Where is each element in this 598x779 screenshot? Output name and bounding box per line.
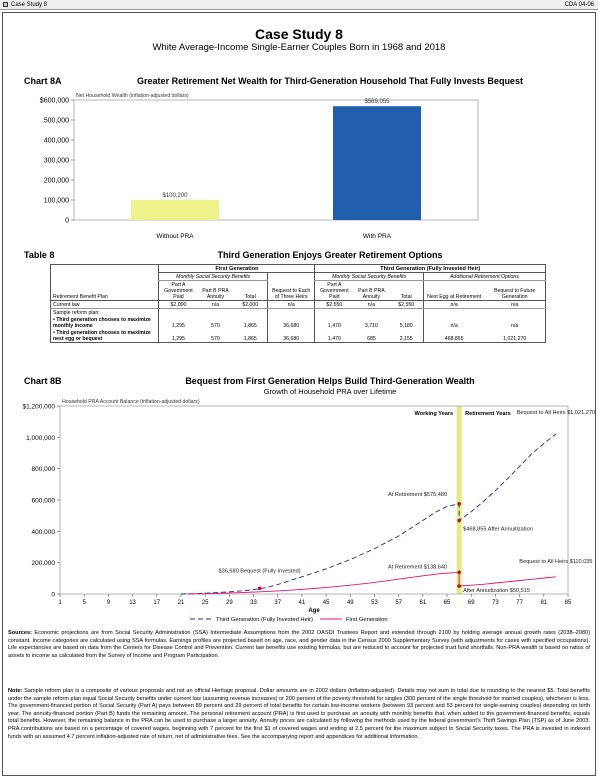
annotation-label: At Retirement $138,640	[388, 564, 448, 571]
plot-area	[60, 406, 568, 594]
table-corner	[51, 265, 159, 273]
x-tick-label: 65	[443, 600, 451, 606]
subgroup-additional: Additional Retirement Options	[423, 273, 545, 281]
column-header-part-b: Part B PRA Annuity	[197, 281, 233, 301]
header-left-label: Case Study 8	[11, 1, 48, 8]
region-label-retirement: Retirement Years	[465, 411, 511, 417]
annotation-label: $36,680 Bequest (Fully Invested)	[218, 568, 301, 575]
document-header-bar	[0, 0, 598, 10]
x-tick-label: 25	[201, 600, 209, 606]
group-third-generation: Third Generation (Fully Invested Heir)	[315, 265, 546, 273]
x-tick-label: 21	[177, 600, 185, 606]
column-header-total-third: Total	[389, 281, 423, 301]
note-text: Sample reform plan is a composite of various proposals and not an official Heritage proposal. Dollar amounts are in 2002 dollars (inflation-adjusted). Details may not sum to total due to rounding to the nearest $5. Total benefits under the sample reform plan equal Social Security benefits under current law (assuming revenue increases) or 200 percent of the poverty threshold for singles (300 percent of the single threshold for married couples), whichever is less. The government-financed portion of Social Security (Part A) pays between 89 percent and 29 percent of total benefits for certain low-income workers (between 93 percent and 53 percent for single-earning couples) depending on birth year. The annuity-financed portion (Part B) funds the remaining amount. The personal retirement account (PRA) is first used to purchase an annuity with monthly benefits that, when added to the government-financed benefits, equals total benefits. However, the remaining balance in the PRA can be used to purchase a larger annuity. Annuity prices are calculated by following the methods used by the federal government's Thrift Savings Plan (TSP) as of June 2003. PRA contributions are based on a percentage of covered wages, beginning with 7 percent for the first $1 of covered wages and ending at 2.5 percent for the maximum subject to Social Security taxes. The PRA is invested in indexed funds with an assumed 4.7 percent inflation-adjusted rate of return, net of administrative fees. See the accompanying report and appendices for additional information.	[8, 688, 590, 740]
column-header-plan: Retirement Benefit Plan	[51, 281, 159, 301]
x-category-label: Without PRA	[156, 233, 194, 240]
y-tick-label: $1,200,000	[22, 403, 55, 411]
chart-8a	[0, 88, 598, 248]
y-tick-label: 200,000	[43, 177, 69, 185]
y-tick-label: 0	[65, 217, 69, 225]
subgroup-monthly-third: Monthly Social Security Benefits	[315, 273, 423, 281]
table-8-heading: Third Generation Enjoys Greater Retirement Options	[217, 250, 443, 260]
y-tick-label: 400,000	[43, 137, 69, 145]
header-right-label: CDA 04-06	[564, 1, 594, 8]
chart-8b-subtitle: Growth of Household PRA over Lifetime	[263, 387, 397, 396]
y-tick-label: 600,000	[31, 497, 55, 505]
table-row: Current law $2,000 n/a $2,000 n/a $2,550 n/a $2,550 n/a n/a	[51, 301, 546, 309]
chart-8b-heading: Bequest from First Generation Helps Build Third-Generation Wealth	[185, 376, 475, 386]
note-label: Note:	[8, 688, 23, 694]
x-tick-label: 57	[395, 600, 403, 606]
y-tick-label: 1,000,000	[26, 434, 55, 442]
x-tick-label: 85	[564, 600, 572, 606]
chart-8b-label: Chart 8B	[24, 376, 62, 386]
column-header-part-a: Part A Government Paid	[159, 281, 197, 301]
sources-label: Sources:	[8, 630, 32, 636]
annotation-label: After Annuitization $50,515	[463, 588, 531, 595]
y-tick-label: 0	[51, 591, 55, 599]
y-axis-label: Net Household Wealth (inflation-adjusted dollars)	[76, 93, 189, 99]
x-category-label: With PRA	[362, 233, 392, 240]
column-header-nest-egg: Next Egg at Retirement	[423, 281, 484, 301]
table-row: • Third generation chooses to maximize monthly income 1,295 570 1,865 36,680 1,470 3,710 5,180 n/a n/a	[53, 316, 519, 329]
bar-value-label: $100,200	[162, 192, 188, 199]
retirement-options-table	[50, 264, 546, 343]
x-axis-label: Age	[308, 608, 320, 614]
y-tick-label: 400,000	[31, 528, 55, 536]
header-left	[3, 2, 47, 8]
x-tick-label: 61	[419, 600, 427, 606]
bar	[131, 200, 219, 220]
table-row: Sample reform plan:	[51, 309, 546, 317]
retirement-band	[457, 406, 462, 594]
column-header-total: Total	[234, 281, 268, 301]
page-subtitle: White Average-Income Single-Earner Couples Born in 1968 and 2018	[152, 42, 446, 53]
x-tick-label: 53	[371, 600, 378, 606]
x-tick-label: 37	[274, 600, 282, 606]
annotation-label: Bequest to All Heirs $1,021,270	[516, 410, 596, 417]
x-tick-label: 29	[225, 600, 233, 606]
region-label-working: Working Years	[414, 411, 454, 417]
annotation-marker	[258, 586, 262, 590]
y-tick-label: 500,000	[43, 117, 69, 125]
x-tick-label: 13	[129, 600, 136, 606]
x-tick-label: 33	[250, 600, 257, 606]
legend-label: Third Generation (Fully Invested Heir)	[216, 617, 313, 623]
table-row: • Third generation chooses to maximize nest egg or bequest 1,295 570 1,865 36,680 1,470 685 2,155 468,855 1,021,270	[53, 329, 527, 342]
x-tick-label: 9	[106, 600, 111, 606]
sources-text: Economic projections are from Social Security Administration (SSA) Intermediate Assumptions from the 2002 OASDI Trustees Report and extended through 2100 by holding average annual growth rates (2038–2080) constant. Income categories are calculated using SSA formulas. Earnings profiles are projected based on age, race, and gender data in the Census 2000 Supplementary Survey (with adjustments for cases with specified occupations). Life expectancies are based on data from the Centers for Disease Control and Prevention. Current law benefits use existing formulas, but are reduced to account for projected trust fund shortfalls. Non-PRA wealth is based on ratios of assets to income as calculated from the Survey of Income and Program Participation.	[8, 630, 590, 659]
annotation-label: $468,855 After Annuitization	[463, 526, 533, 533]
y-tick-label: 300,000	[43, 157, 69, 165]
page-title: Case Study 8	[255, 26, 343, 42]
annotation-label: Bequest to All Heirs $110,035	[519, 558, 593, 565]
x-tick-label: 81	[540, 600, 548, 606]
annotation-label: At Retirement $575,480	[388, 491, 448, 498]
x-tick-label: 73	[492, 600, 499, 606]
table-8-label: Table 8	[24, 250, 55, 260]
legend-label: First Generation	[346, 617, 388, 623]
bar-value-label: $569,055	[364, 99, 390, 106]
x-tick-label: 41	[298, 600, 306, 606]
x-tick-label: 77	[516, 600, 523, 606]
x-tick-label: 17	[153, 600, 161, 606]
chart-8b	[0, 396, 598, 628]
document-icon	[3, 2, 8, 7]
x-tick-label: 45	[322, 600, 330, 606]
annotation-marker	[457, 519, 461, 523]
chart-8a-label: Chart 8A	[24, 76, 62, 86]
subgroup-monthly-first: Monthly Social Security Benefits	[159, 273, 267, 281]
bar	[333, 106, 421, 220]
chart-8a-heading: Greater Retirement Net Wealth for Third-Generation Household That Fully Invests Bequest	[137, 76, 523, 86]
y-tick-label: 100,000	[43, 197, 69, 205]
annotation-marker	[457, 584, 461, 588]
annotation-marker	[457, 570, 461, 574]
x-tick-label: 1	[58, 600, 62, 606]
y-tick-label: $600,000	[39, 97, 69, 105]
column-header-part-a-third: Part A Government Paid	[315, 281, 353, 301]
y-axis-label: Household PRA Account Balance (inflation-adjusted dollars)	[62, 399, 200, 405]
x-tick-label: 49	[346, 600, 354, 606]
x-tick-label: 5	[82, 600, 86, 606]
x-tick-label: 69	[467, 600, 475, 606]
annotation-marker	[457, 502, 461, 506]
column-header-part-b-third: Part B PRA Annuity	[353, 281, 389, 301]
column-header-bequest-future: Bequest to Future Generation	[484, 281, 545, 301]
y-tick-label: 200,000	[31, 560, 55, 568]
sources-note	[8, 630, 590, 660]
methodology-note	[8, 688, 590, 741]
column-header-bequest-each: Bequest to Each of Three Heirs	[267, 281, 314, 301]
group-first-generation: First Generation	[159, 265, 315, 273]
y-tick-label: 800,000	[31, 466, 55, 474]
